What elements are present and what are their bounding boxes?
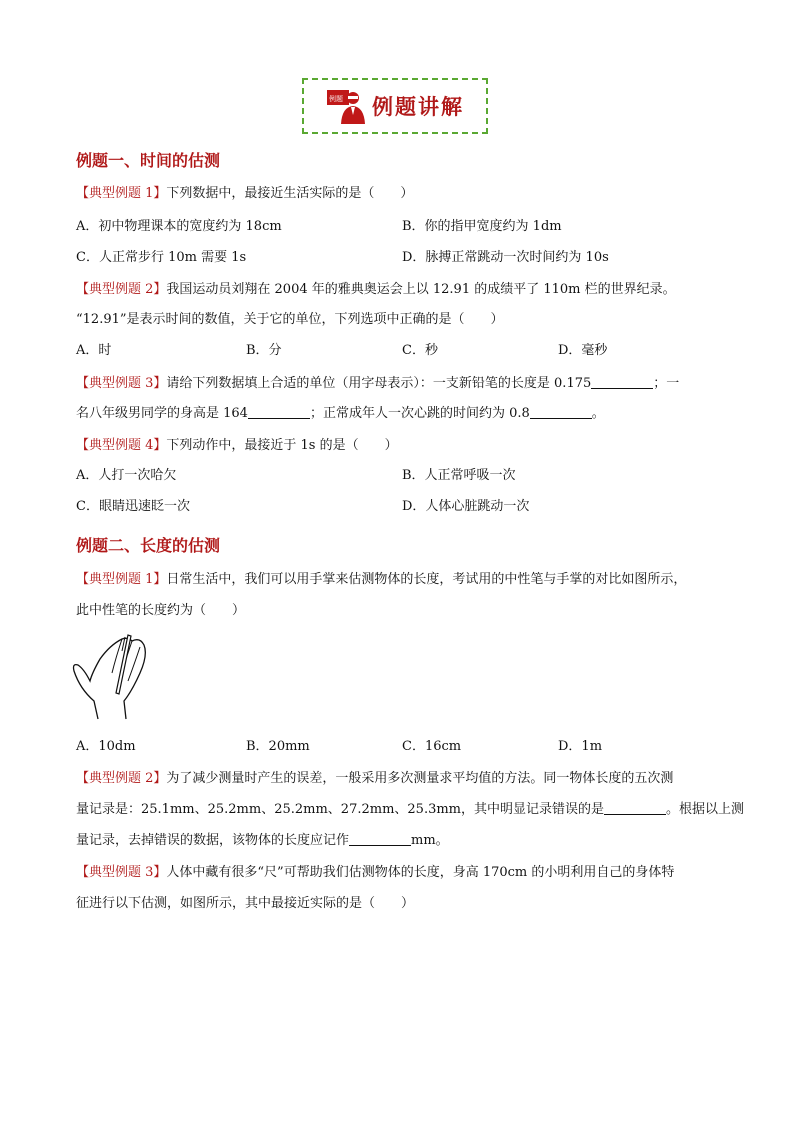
option-d: D．人体心脏跳动一次 xyxy=(402,499,530,514)
section-title-time: 例题一、时间的估测 xyxy=(76,151,221,170)
option-a: A．时 xyxy=(76,343,112,358)
question-text: 量记录，去掉错误的数据，该物体的长度应记作 xyxy=(76,833,350,848)
question-tag: 【典型例题 3】 xyxy=(76,865,167,880)
hand-with-pen-figure xyxy=(70,633,150,721)
question-text-line2: 此中性笔的长度约为（ ） xyxy=(76,603,246,618)
question-text: 请给下列数据填上合适的单位（用字母表示）：一支新铅笔的长度是 0.175 xyxy=(166,376,592,391)
option-b: B．你的指甲宽度约为 1dm xyxy=(402,219,562,234)
option-c: C．人正常步行 10m 需要 1s xyxy=(76,250,247,265)
question-1-2 xyxy=(76,280,676,300)
question-text: 下列动作中，最接近于 1s 的是（ ） xyxy=(166,438,398,453)
answer-blank[interactable] xyxy=(530,404,592,419)
option-a: A．人打一次哈欠 xyxy=(76,468,177,483)
question-text: 名八年级男同学的身高是 164 xyxy=(76,406,248,421)
question-text-line2: “12.91”是表示时间的数值，关于它的单位，下列选项中正确的是（ ） xyxy=(76,312,504,327)
svg-text:例题: 例题 xyxy=(329,95,343,103)
question-2-1 xyxy=(76,570,686,590)
option-d: D．毫秒 xyxy=(558,343,608,358)
answer-blank[interactable] xyxy=(591,374,653,389)
question-text: 日常生活中，我们可以用手掌来估测物体的长度，考试用的中性笔与手掌的对比如图所示， xyxy=(166,572,687,587)
option-b: B．人正常呼吸一次 xyxy=(402,468,516,483)
answer-blank[interactable] xyxy=(248,404,310,419)
option-a: A．初中物理课本的宽度约为 18cm xyxy=(76,219,282,234)
question-tag: 【典型例题 3】 xyxy=(76,376,167,391)
question-1-4 xyxy=(76,436,398,456)
answer-blank[interactable] xyxy=(604,800,666,815)
section-title-length: 例题二、长度的估测 xyxy=(76,536,221,555)
question-text: 下列数据中，最接近生活实际的是（ ） xyxy=(166,186,414,201)
question-2-3 xyxy=(76,863,674,883)
teacher-icon xyxy=(326,87,366,125)
option-b: B．20mm xyxy=(246,739,310,754)
question-text: 人体中藏有很多“尺”可帮助我们估测物体的长度，身高 170cm 的小明利用自己的身体特 xyxy=(166,865,675,880)
question-text-line2: 征进行以下估测，如图所示，其中最接近实际的是（ ） xyxy=(76,896,415,911)
option-a: A．10dm xyxy=(76,739,136,754)
question-tag: 【典型例题 1】 xyxy=(76,186,167,201)
option-c: C．秒 xyxy=(402,343,438,358)
question-text: 。根据以上测 xyxy=(666,802,745,817)
option-b: B．分 xyxy=(246,343,282,358)
option-c: C．眼睛迅速眨一次 xyxy=(76,499,190,514)
option-d: D．1m xyxy=(558,739,603,754)
question-tag: 【典型例题 4】 xyxy=(76,438,167,453)
question-text: 量记录是：25.1mm、25.2mm、25.2mm、27.2mm、25.3mm，其中明显记录错误的是 xyxy=(76,802,604,817)
answer-blank[interactable] xyxy=(349,831,411,846)
option-c: C．16cm xyxy=(402,739,462,754)
question-text-line3 xyxy=(76,831,449,851)
question-2-2 xyxy=(76,769,673,789)
question-text: 我国运动员刘翔在 2004 年的雅典奥运会上以 12.91 的成绩平了 110m 栏的世界纪录。 xyxy=(166,282,676,297)
question-tag: 【典型例题 2】 xyxy=(76,771,167,786)
question-text: mm。 xyxy=(411,833,449,848)
question-text: ；正常成年人一次心跳的时间约为 0.8 xyxy=(309,406,530,421)
question-tag: 【典型例题 1】 xyxy=(76,572,167,587)
question-text: 。 xyxy=(591,406,605,421)
question-1-1 xyxy=(76,184,413,204)
section-header-box xyxy=(302,78,488,134)
header-title: 例题讲解 xyxy=(372,94,464,119)
question-1-3 xyxy=(76,374,679,394)
option-d: D．脉搏正常跳动一次时间约为 10s xyxy=(402,250,609,265)
question-tag: 【典型例题 2】 xyxy=(76,282,167,297)
question-text-line2 xyxy=(76,800,744,820)
question-text: 为了减少测量时产生的误差，一般采用多次测量求平均值的方法。同一物体长度的五次测 xyxy=(166,771,674,786)
question-text-line2 xyxy=(76,404,605,424)
question-text: ；一 xyxy=(653,376,680,391)
